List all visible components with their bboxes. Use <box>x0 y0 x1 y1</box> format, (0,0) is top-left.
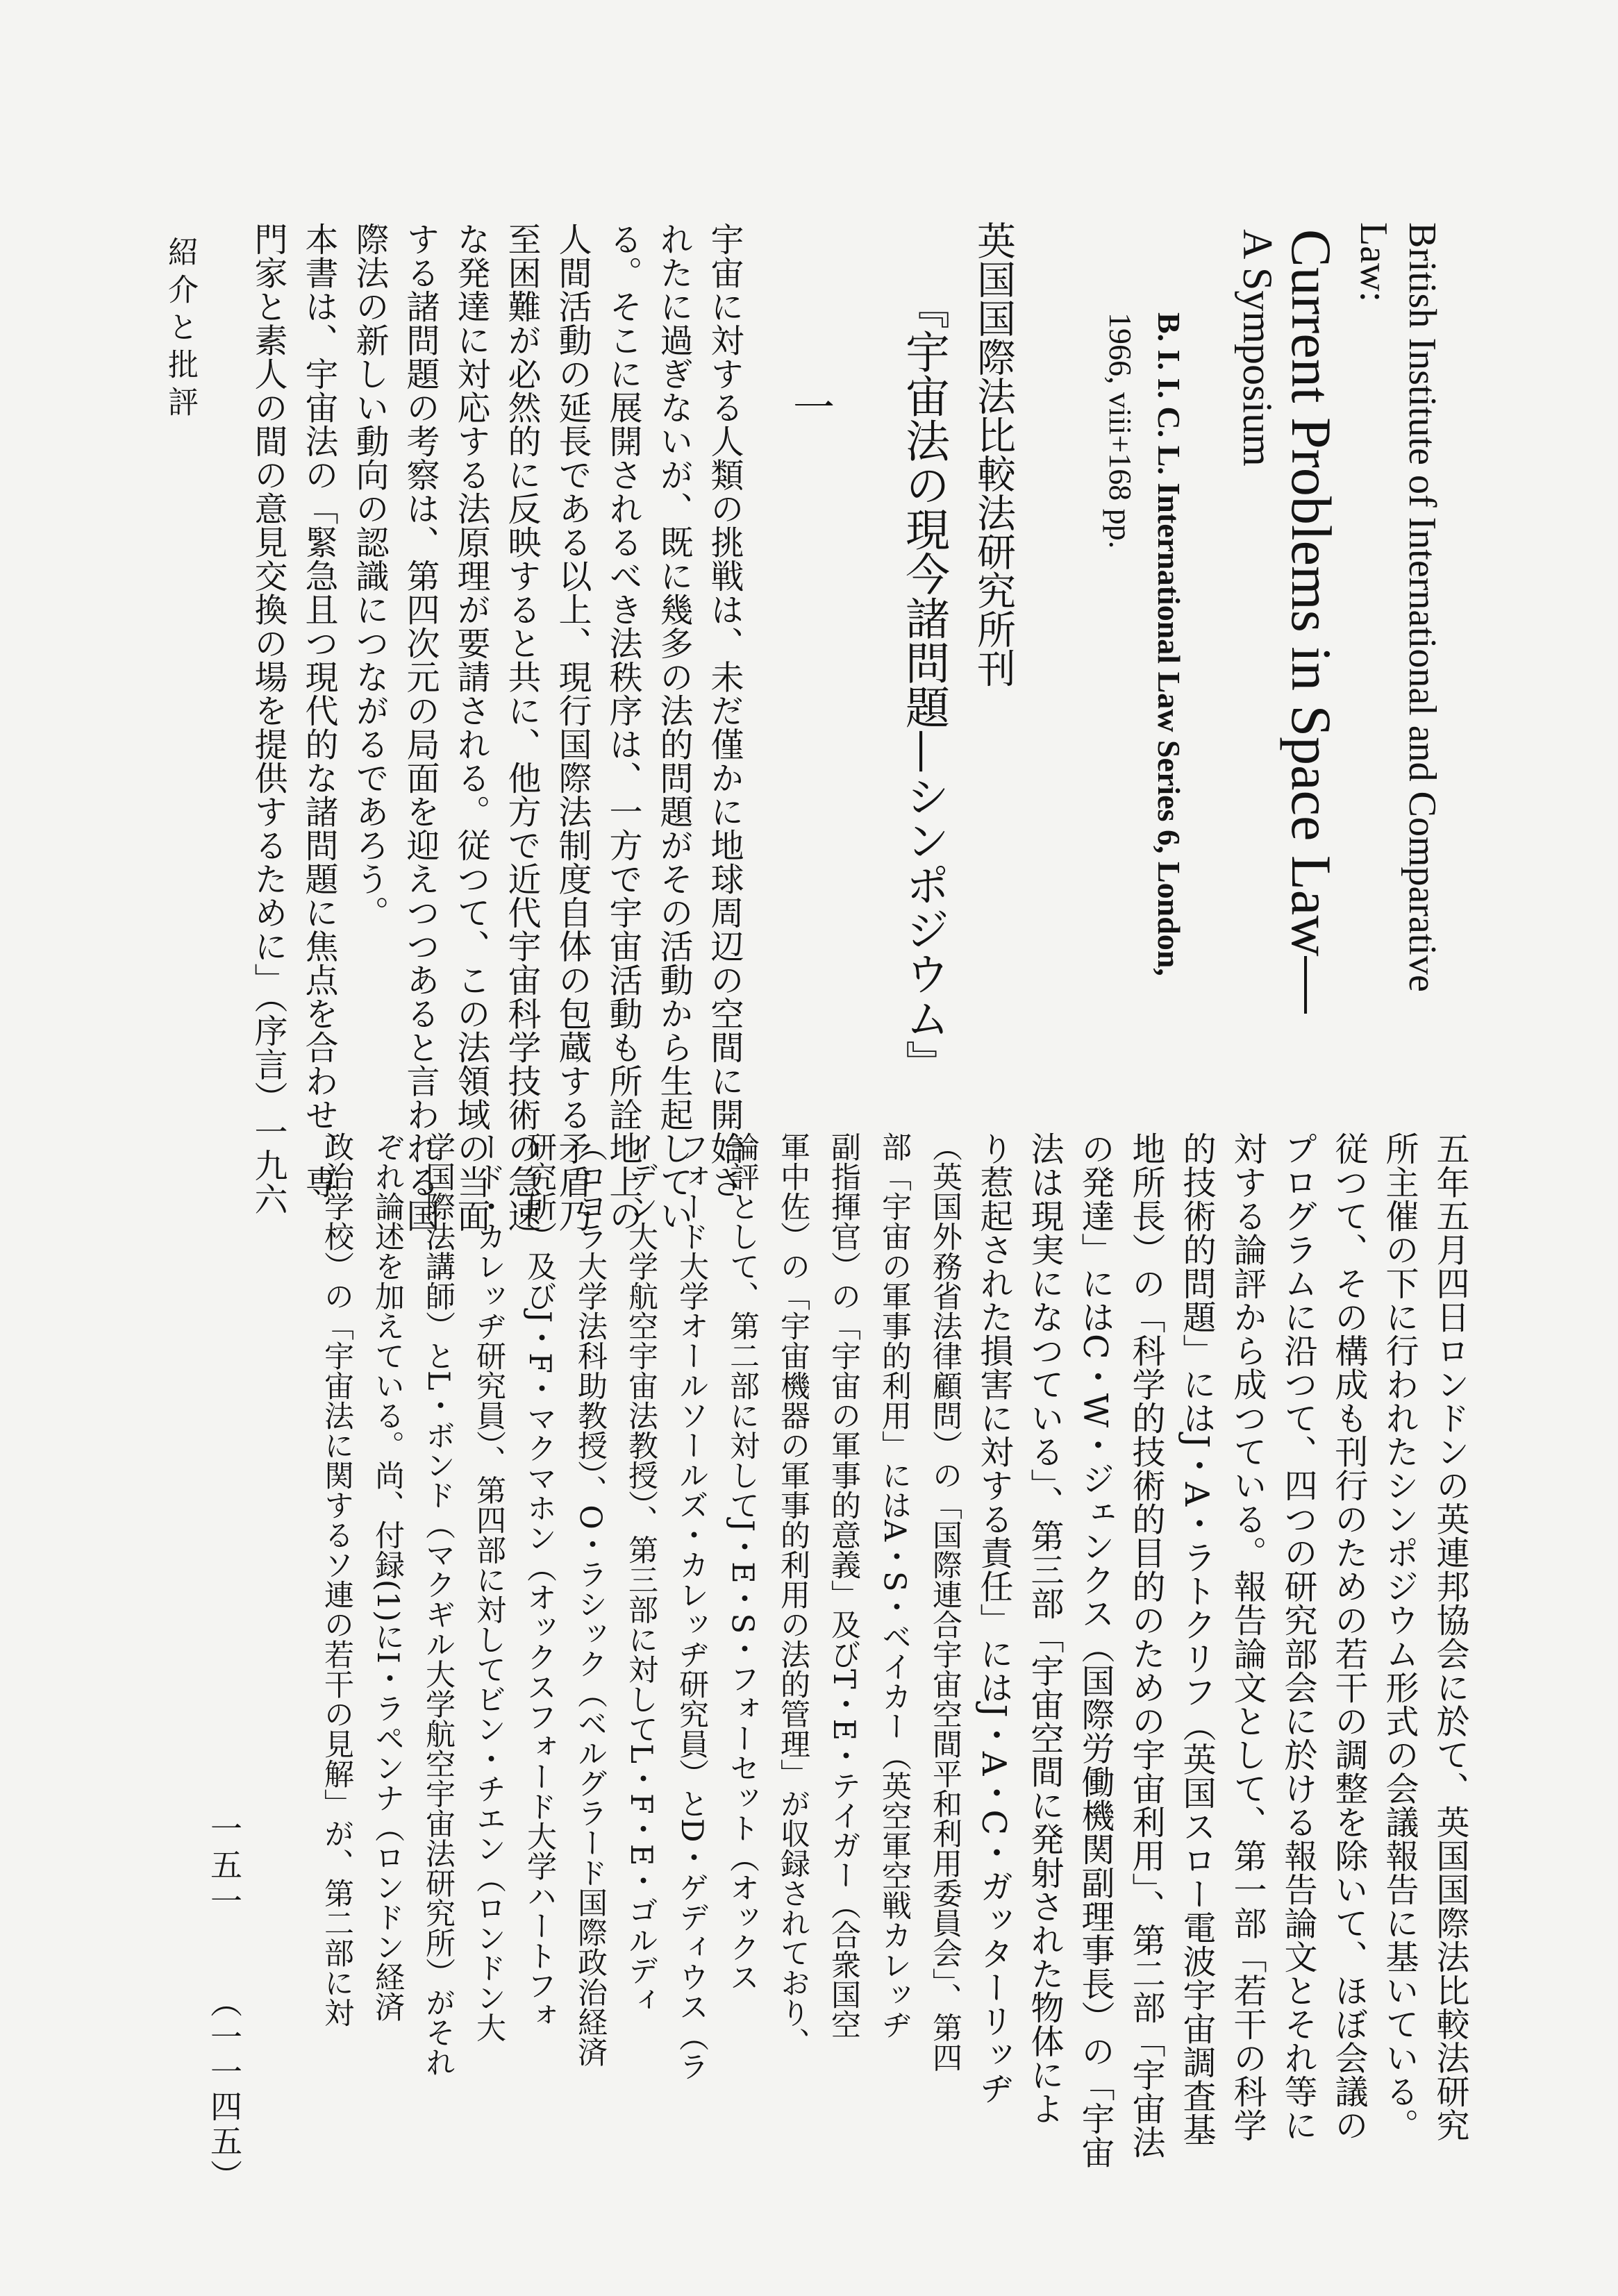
text-column: 従つて、その構成も刊行のための若干の調整を除いて、ほぼ会議の <box>1329 1132 1368 2142</box>
section-number: 一 <box>786 385 835 427</box>
text-column: 研究所）及びJ・F・マクマホン（オックスフォード大学ハートフォ <box>522 1132 557 2031</box>
volume-page-number: （一一四五） <box>206 1986 243 2194</box>
text-column: る。そこに展開されるべき法秩序は、一方で宇宙活動も所詮地上の <box>603 222 642 1232</box>
text-column: り惹起された損害に対する責任」にはJ・A・C・ガッターリッヂ <box>974 1132 1013 2105</box>
book-title-line2: A Symposium <box>1235 229 1281 467</box>
text-column: 人間活動の延長である以上、現行国際法制度自体の包蔵する矛盾乃 <box>553 222 592 1232</box>
text-column: 本書は、宇宙法の「緊急且つ現代的な諸問題に焦点を合わせ、専 <box>299 222 338 1199</box>
text-column: 門家と素人の間の意見交換の場を提供するために」（序言）一九六 <box>249 222 287 1216</box>
bibliography-line1: B. I. I. C. L. International Law Series 6, London, <box>1151 312 1187 976</box>
japanese-title: 『宇宙法の現今諸問題—シンポジウム』 <box>898 285 949 1084</box>
institute-name-line2: Law: <box>1352 222 1395 303</box>
institute-name-line1: British Institute of International and Comparative <box>1401 222 1444 992</box>
page-number: 一五一 <box>206 1812 243 1920</box>
text-column: 至困難が必然的に反映すると共に、他方で近代宇宙科学技術の急速 <box>502 222 541 1232</box>
text-column: （英国外務省法律顧問）の「国際連合宇宙空間平和利用委員会」、第四 <box>928 1132 962 2072</box>
japanese-publisher: 英国国際法比較法研究所刊 <box>971 221 1016 687</box>
text-column: 地所長）の「科学的技術的目的のための宇宙利用」、第二部「宇宙法 <box>1126 1132 1165 2159</box>
text-column: 学国際法講師）とL・ボンド（マクギル大学航空宇宙法研究所）がそれ <box>421 1132 456 2077</box>
text-column: 際法の新しい動向の認識につながるであろう。 <box>350 222 389 930</box>
text-column: （ロヨラ大学法科助教授）、O・ラシック（ベルグラード国際政治経済 <box>573 1132 608 2067</box>
text-column: する諸問題の考察は、第四次元の局面を迎えつつあると言われる国 <box>401 222 440 1232</box>
text-column: 五年五月四日ロンドンの英連邦協会に於て、英国国際法比較法研究 <box>1431 1132 1469 2142</box>
text-column: 軍中佐）の「宇宙機器の軍事的利用の法的管理」が収録されており、 <box>776 1132 810 2057</box>
text-column: 的技術的問題」にはJ・A・ラトクリフ（英国スロー電波宇宙調査基 <box>1177 1132 1216 2147</box>
text-column: 所主催の下に行われたシンポジウム形式の会議報告に基いている。 <box>1380 1132 1419 2142</box>
book-title-line1: Current Problems in Space Law— <box>1280 229 1343 1014</box>
text-column: 部「宇宙の軍事的利用」にはA・S・ベイカー（英空軍空戦カレッヂ <box>877 1132 912 2040</box>
text-column: ード・カレッヂ研究員）、第四部に対してビン・チエン（ロンドン大 <box>472 1132 506 2043</box>
text-column: プログラムに沿つて、四つの研究部会に於ける報告論文とそれ等に <box>1278 1132 1317 2142</box>
section-label: 紹介と批評 <box>162 236 198 424</box>
text-column: 副指揮官）の「宇宙の軍事的意義」及びT・E・テイガー（合衆国空 <box>826 1132 861 2040</box>
text-column: れたに過ぎないが、既に幾多の法的問題がその活動から生起してい <box>654 222 693 1232</box>
text-column: 対する論評から成つている。報告論文として、第一部「若干の科学 <box>1228 1132 1267 2142</box>
text-column: フォード大学オールソールズ・カレッヂ研究員）とD・ゲディウス（ラ <box>674 1132 709 2081</box>
text-column: な発達に対応する法原理が要請される。従つて、この法領域の当面 <box>451 222 490 1232</box>
text-column: 法は現実になつている」、第三部「宇宙空間に発射された物体によ <box>1025 1132 1064 2125</box>
text-column: イデン大学航空宇宙法教授）、第三部に対してL・F・E・ゴルディ <box>624 1132 658 2016</box>
text-column: の発達」にはC・W・ジェンクス（国際労働機関副理事長）の「宇宙 <box>1076 1132 1115 2169</box>
text-column: 宇宙に対する人類の挑戦は、未だ僅かに地球周辺の空間に開始さ <box>705 222 744 1199</box>
text-column: 論評として、第二部に対してJ・E・S・フォーセット（オックス <box>725 1132 760 1993</box>
text-column: ぞれ論述を加えている。尚、付録(1)にI・ラペンナ（ロンドン経済 <box>370 1132 405 2022</box>
text-column: 政治学校）の「宇宙法に関するソ連の若干の見解」が、第二部に対 <box>319 1132 354 2027</box>
bibliography-line2: 1966, viii+168 pp. <box>1103 312 1138 549</box>
